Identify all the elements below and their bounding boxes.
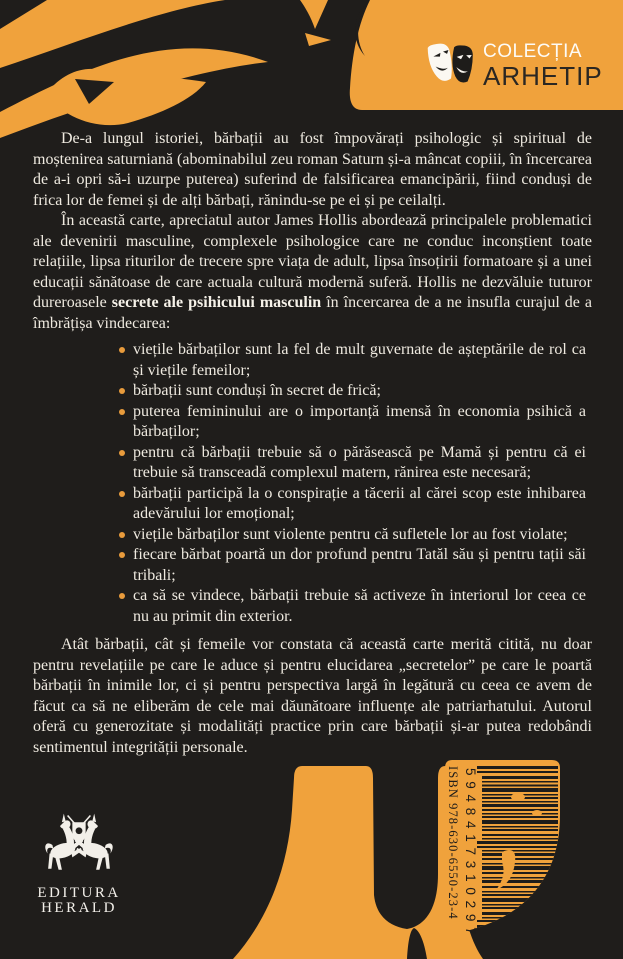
bullet-item: viețile bărbaților sunt violente pentru că sufletele lor au fost violate; <box>117 525 586 546</box>
paragraph-2-bold-phrase: secrete ale psihicului masculin <box>111 294 322 311</box>
bullet-item: bărbații participă la o conspirație a tăcerii al cărei scop este inhibarea adevărului lor emoțional; <box>117 484 586 525</box>
collection-badge <box>427 39 603 90</box>
collection-name: ARHETIP <box>483 61 603 91</box>
barcode-ean: 5 9 4 8 4 1 7 3 1 0 2 9 7 <box>463 768 478 936</box>
paragraph-2-tail: în încercarea de a ne insufla curajul de a îmbrățișa vindecarea: <box>33 294 593 332</box>
bullet-list <box>117 340 586 627</box>
publisher-name-line2: HERALD <box>41 900 117 916</box>
bullet-item: bărbații sunt conduși în secret de frică; <box>117 381 586 402</box>
paragraph-3: Atât bărbații, cât și femeile vor constata că această carte merită citită, nu doar pentru revelațiile pe care le aduce și pentru elucidarea „secretelor” pe care le poartă bărbații în inimile lor, ci și pentru perspectiva largă în legătură cu ceea ce avem de făcut ca să ne eliberăm de cele mai dăunătoare influențe ale patriarhatului. Autorul oferă cu generozitate și modalități practice prin care bărbații și-ar putea redobândi sentimentul integrității personale. <box>33 636 592 756</box>
lash-spike <box>300 0 328 29</box>
bullet-item: pentru că bărbații trebuie să o părăsească pe Mamă și pentru că ei trebuie să transceadă complexul matern, rănirea este necesară; <box>117 443 586 484</box>
bottom-artwork <box>0 745 623 959</box>
publisher-name-line1: EDITURA <box>37 885 121 901</box>
bullet-item: fiecare bărbat poartă un dor profund pentru Tatăl său și pentru tații săi tribali; <box>117 545 586 586</box>
bullet-item: ca să se vindece, bărbații trebuie să activeze în interiorul lor ceea ce nu au primit din exterior. <box>117 586 586 627</box>
collection-label: COLECȚIA <box>483 41 583 62</box>
bullet-item: viețile bărbaților sunt la fel de mult guvernate de așteptările de rol ca și viețile femeilor; <box>117 340 586 381</box>
paragraph-2-lead: În această carte, apreciatul autor James Hollis abordează principalele problematici ale devenirii masculine, complexele psihologice care ne conduc inconștient toate relațiile, lipsa riturilor de trecere spre viața de adult, lipsa însoțirii formatoare și a unei educații sănătoase de care actuala cultură modernă suferă. Hollis ne dezvăluie tuturor dureroasele <box>33 212 592 311</box>
barcode-isbn: ISBN 978-630-6550-23-4 <box>446 766 460 920</box>
theater-masks-icon <box>427 40 475 90</box>
paragraph-2 <box>33 211 592 334</box>
back-cover-text <box>33 129 592 758</box>
lash-spike-small <box>305 33 331 46</box>
bullet-item: puterea femininului are o importanță imensă în economia psihică a bărbaților; <box>117 402 586 443</box>
paragraph-1: De-a lungul istoriei, bărbații au fost împovărați psihologic și spiritual de moștenirea saturniană (abominabilul zeu roman Saturn și-a mâncat copiii, în încercarea de a-i opri să-i uzurpe puterea) suferind de falsificarea emancipării, fiind conduși de frica lor de femei și de alți bărbați, rănindu-se pe ei și pe ceilalți. <box>33 130 592 209</box>
